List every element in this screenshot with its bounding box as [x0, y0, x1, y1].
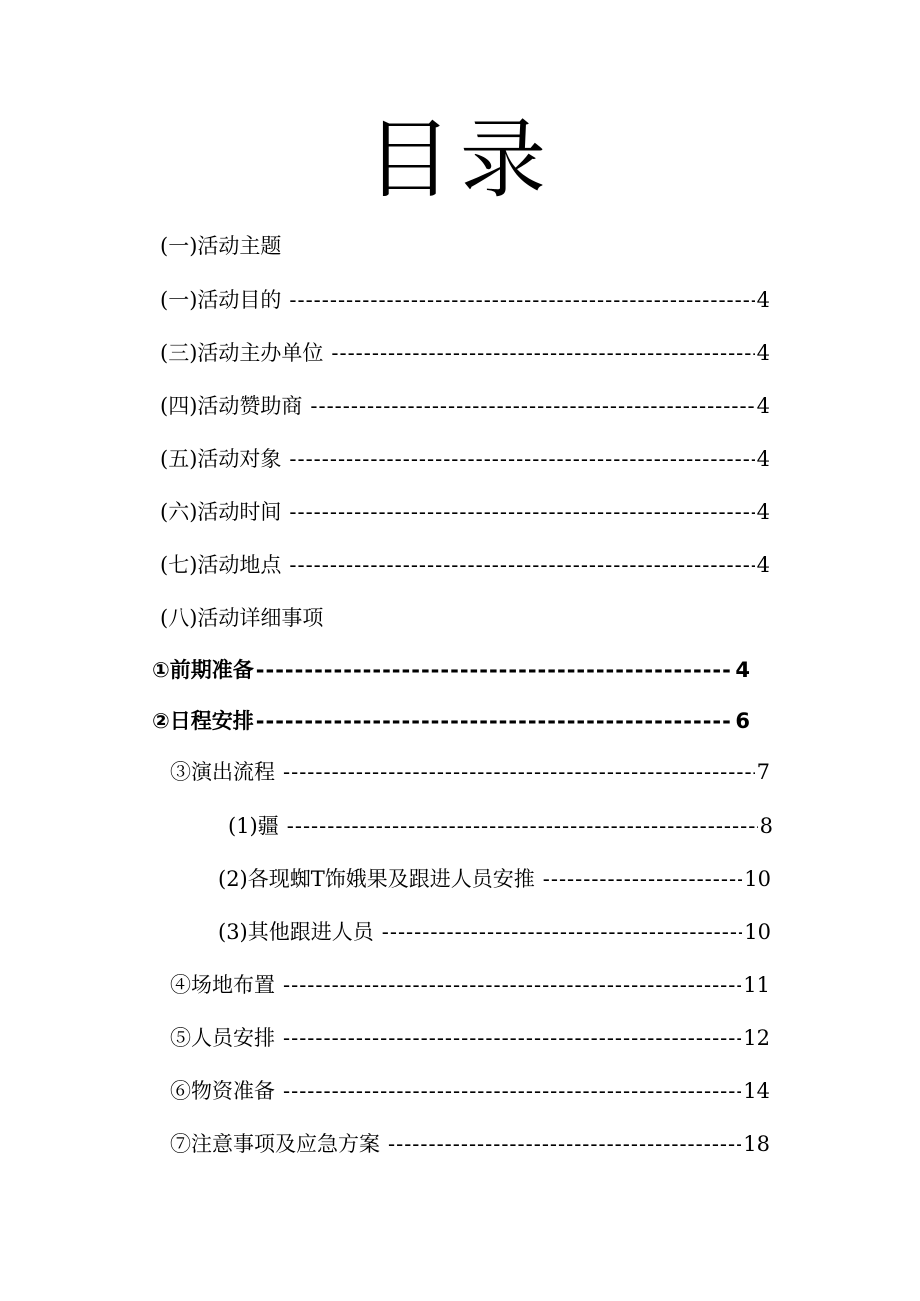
toc-entry[interactable]	[170, 970, 770, 1000]
toc-entry[interactable]	[160, 338, 770, 368]
toc-entry-label: (1)疆	[228, 814, 279, 838]
toc-page-number: 10	[744, 920, 771, 944]
toc-page-number: 11	[743, 973, 770, 997]
toc-page-number: 12	[743, 1026, 770, 1050]
toc-leader	[283, 1023, 741, 1053]
toc-entry-label: (一)活动主题	[160, 234, 282, 258]
toc-leader	[289, 550, 754, 580]
toc-page-number: 4	[756, 341, 770, 365]
toc-entry-label: ⑥物资准备	[170, 1079, 275, 1103]
toc-leader	[310, 391, 754, 421]
toc-page-number: 4	[735, 658, 750, 682]
toc-entry-label: ④场地布置	[170, 973, 275, 997]
toc-entry-label: (八)活动详细事项	[160, 606, 324, 630]
toc-entry[interactable]	[218, 864, 771, 894]
toc-leader	[289, 497, 754, 527]
toc-entry[interactable]	[170, 1023, 770, 1053]
toc-entry[interactable]	[160, 444, 770, 474]
toc-entry-label: ①前期准备	[152, 658, 254, 682]
toc-page-number: 7	[756, 760, 770, 784]
toc-entry-label: (2)各现蜘T饰娥果及跟进人员安推	[218, 867, 535, 891]
toc-entry-label: (四)活动赞助商	[160, 394, 303, 418]
toc-entry[interactable]	[170, 757, 770, 787]
toc-entry-label: ③演出流程	[170, 760, 275, 784]
toc-page-number: 4	[756, 288, 770, 312]
toc-entry[interactable]	[152, 706, 750, 736]
toc-entry[interactable]	[170, 1076, 770, 1106]
toc-entry[interactable]	[160, 603, 770, 633]
toc-page-number: 10	[744, 867, 771, 891]
toc-entry[interactable]	[218, 917, 771, 947]
toc-leader	[256, 706, 734, 736]
toc-leader	[283, 970, 741, 1000]
toc-page-number: 8	[759, 814, 773, 838]
toc-page-number: 4	[756, 553, 770, 577]
toc-entry[interactable]	[170, 1129, 770, 1159]
toc-entry-label: ⑤人员安排	[170, 1026, 275, 1050]
toc-page-number: 4	[756, 394, 770, 418]
toc-leader	[289, 444, 754, 474]
toc-page-number: 14	[743, 1079, 770, 1103]
toc-entry-label: (三)活动主办单位	[160, 341, 324, 365]
toc-leader	[283, 1076, 741, 1106]
toc-entry-label: (七)活动地点	[160, 553, 282, 577]
toc-leader	[283, 757, 755, 787]
toc-entry[interactable]	[152, 655, 750, 685]
toc-page-number: 4	[756, 447, 770, 471]
toc-leader	[287, 811, 758, 841]
toc-leader	[256, 655, 734, 685]
toc-entry-label: (一)活动目的	[160, 288, 282, 312]
toc-entry[interactable]	[160, 497, 770, 527]
toc-leader	[382, 917, 743, 947]
toc-leader	[543, 864, 743, 894]
toc-leader	[289, 285, 754, 315]
toc-leader	[331, 338, 754, 368]
toc-page-number: 18	[743, 1132, 770, 1156]
toc-entry-label: (3)其他跟进人员	[218, 920, 374, 944]
page-title: 目录	[366, 110, 554, 210]
toc-entry-label: (六)活动时间	[160, 500, 282, 524]
toc-entry[interactable]	[160, 391, 770, 421]
toc-entry[interactable]	[160, 550, 770, 580]
toc-entry-label: (五)活动对象	[160, 447, 282, 471]
toc-entry[interactable]	[228, 811, 773, 841]
toc-page-number: 4	[756, 500, 770, 524]
toc-page-number: 6	[735, 709, 750, 733]
toc-leader	[388, 1129, 741, 1159]
toc-entry[interactable]	[160, 285, 770, 315]
toc-entry[interactable]	[160, 231, 770, 261]
toc-entry-label: ⑦注意事项及应急方案	[170, 1132, 380, 1156]
toc-entry-label: ②日程安排	[152, 709, 254, 733]
